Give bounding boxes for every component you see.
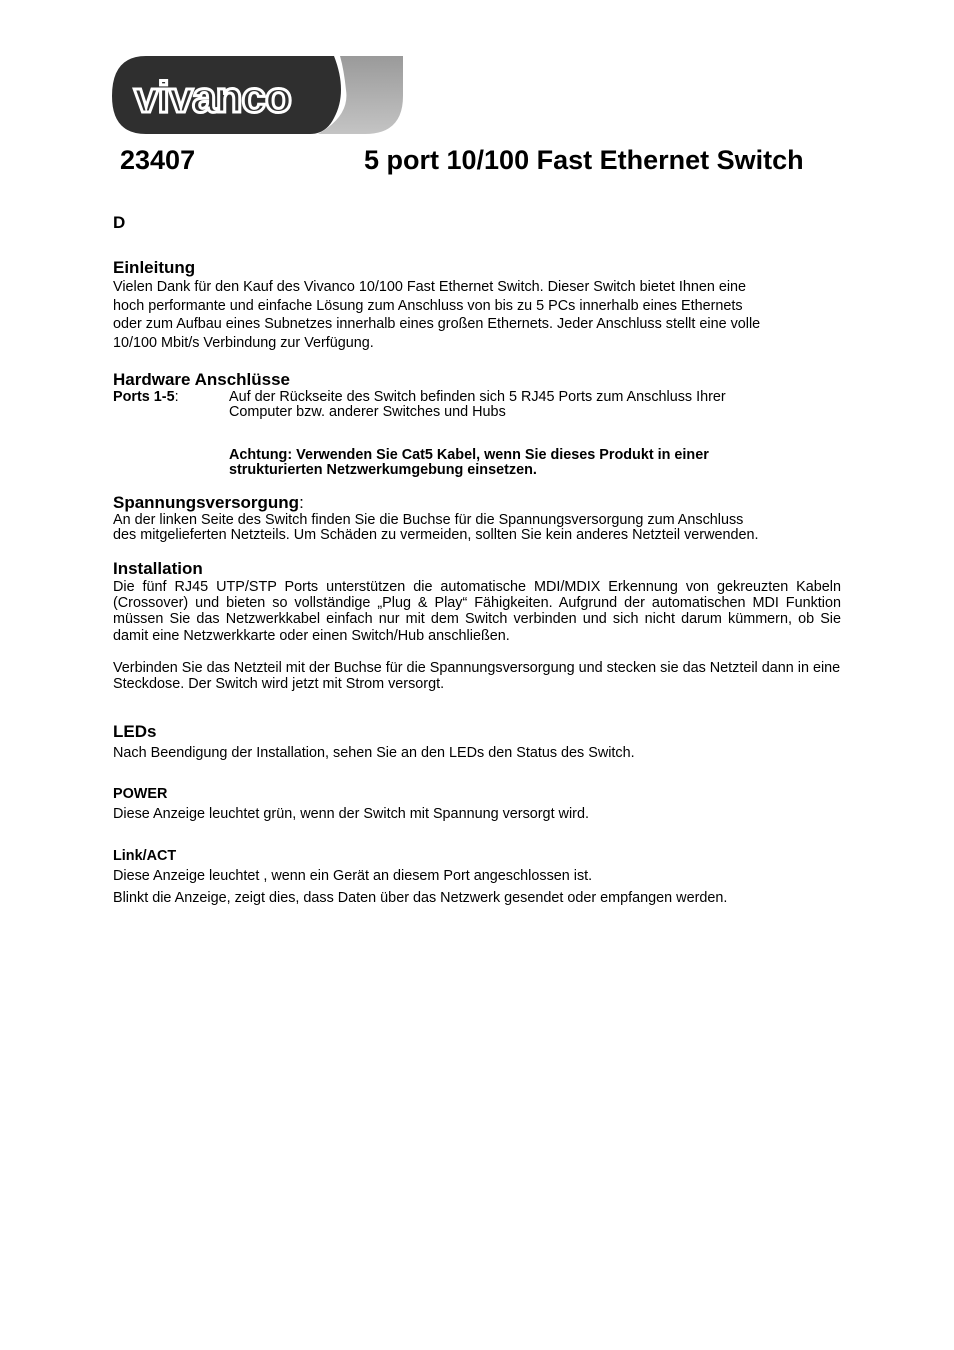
heading-installation: Installation: [113, 559, 203, 578]
einleitung-line: hoch performante und einfache Lösung zum Anschluss von bis zu 5 PCs innerhalb eines Ethernets: [113, 297, 743, 314]
heading-einleitung: Einleitung: [113, 258, 196, 277]
spannung-line: An der linken Seite des Switch finden Sie die Buchse für die Spannungsversorgung zum Anschluss: [113, 512, 744, 528]
einleitung-line: 10/100 Mbit/s Verbindung zur Verfügung.: [113, 334, 374, 351]
installation-paragraph: Verbinden Sie das Netzteil mit der Buchse für die Spannungsversorgung und stecken sie das Netzteil dann in eine Steckdose. Der Switch wird jetzt mit Strom versorgt.: [113, 659, 841, 693]
heading-leds: LEDs: [113, 722, 157, 741]
language-code: D: [113, 213, 126, 232]
link-act-description: Blinkt die Anzeige, zeigt dies, dass Daten über das Netzwerk gesendet oder empfangen werden.: [113, 889, 728, 906]
product-number: 23407: [120, 145, 196, 175]
product-name: 5 port 10/100 Fast Ethernet Switch: [364, 145, 804, 175]
heading-power: POWER: [113, 785, 168, 802]
einleitung-line: Vielen Dank für den Kauf des Vivanco 10/100 Fast Ethernet Switch. Dieser Switch bietet Ihnen eine: [113, 279, 747, 295]
leds-intro: Nach Beendigung der Installation, sehen Sie an den LEDs den Status des Switch.: [113, 745, 635, 761]
ports-description: Auf der Rückseite des Switch befinden sich 5 RJ45 Ports zum Anschluss Ihrer Computer bzw. anderer Switches und Hubs: [229, 389, 726, 420]
power-description: Diese Anzeige leuchtet grün, wenn der Switch mit Spannung versorgt wird.: [113, 805, 589, 822]
heading-hardware: Hardware Anschlüsse: [113, 370, 290, 389]
spannung-line: des mitgelieferten Netzteils. Um Schäden zu vermeiden, sollten Sie kein anderes Netzteil verwenden.: [113, 527, 759, 543]
section-installation: [113, 559, 841, 692]
vivanco-logo: [112, 56, 404, 134]
section-hardware: [113, 370, 841, 480]
logo-wordmark: vivanco: [134, 73, 291, 122]
section-leds: [113, 722, 841, 907]
ports-label: Ports 1-5:: [113, 389, 179, 405]
document-title: [120, 145, 860, 181]
link-act-description: Diese Anzeige leuchtet , wenn ein Gerät an diesem Port angeschlossen ist.: [113, 868, 593, 884]
cat5-warning: Achtung: Verwenden Sie Cat5 Kabel, wenn Sie dieses Produkt in einer strukturierten Netzwerkumgebung einsetzen.: [229, 447, 709, 478]
installation-paragraph: Die fünf RJ45 UTP/STP Ports unterstützen die automatische MDI/MDIX Erkennung von gekreuzten Kabeln (Crossover) und bieten so vollständige „Plug & Play“ Fähigkeiten. Aufgrund der automatischen MDI Funktion müssen Sie das Netzwerkkabel einfach nur mit dem Switch verbinden und sich nicht darum kümmern, ob Sie damit eine Netzwerkkarte oder einen Switch/Hub anschließen.: [113, 579, 841, 644]
einleitung-line: oder zum Aufbau eines Subnetzes innerhalb eines großen Ethernets. Jeder Anschluss stellt eine volle: [113, 316, 761, 332]
section-spannungsversorgung: [113, 493, 841, 543]
heading-spannungsversorgung: Spannungsversorgung:: [113, 493, 304, 512]
heading-link-act: Link/ACT: [113, 848, 177, 864]
section-einleitung: [113, 258, 841, 352]
